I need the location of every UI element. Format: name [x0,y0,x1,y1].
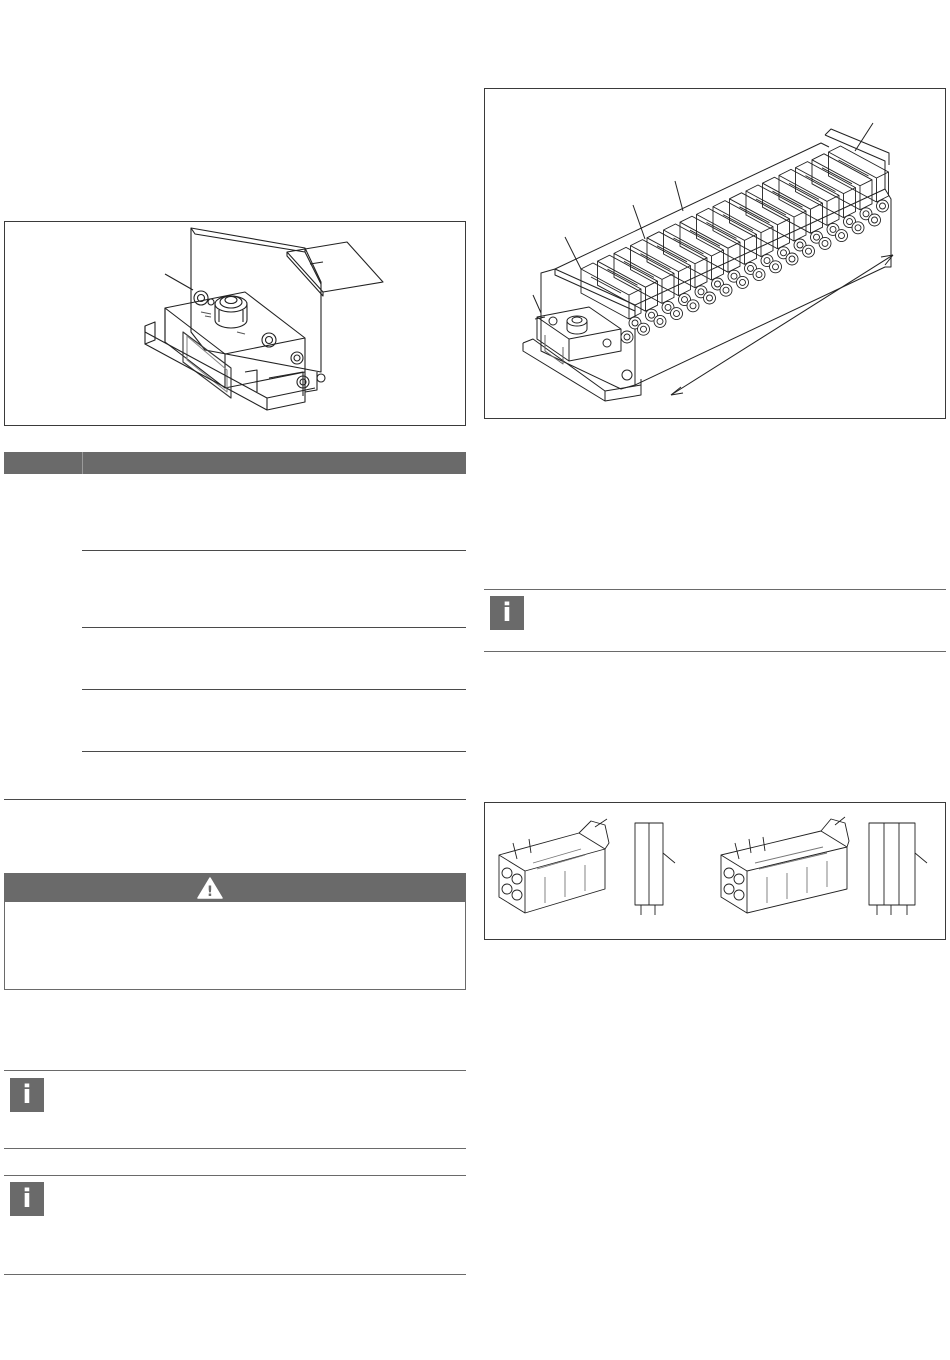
push-in-fittings [621,200,889,343]
figure-valve-manifold [484,88,946,419]
table-bottom-rule [4,799,466,800]
fitting-upper-bore [764,258,770,264]
fitting-lower-bore [855,225,861,231]
figure-sub-base-variants [484,802,946,940]
fitting-upper-bore [632,320,638,326]
warning-triangle-icon [196,876,224,900]
fitting-upper-bore [797,242,803,248]
fitting-upper-bore [715,281,721,287]
fitting-lower-bore [872,217,878,223]
note-top-rule [484,589,946,590]
fitting-lower-bore [773,264,779,270]
fitting-lower-bore [789,256,795,262]
table-row-divider [82,627,466,628]
info-icon: i [490,596,524,630]
fitting-lower-bore [822,240,828,246]
fitting-lower-bore [740,279,746,285]
fitting-lower-bore [674,311,680,317]
fitting-upper-bore [880,203,886,209]
end-plate-illustration [5,222,465,425]
note-bottom-rule [484,651,946,652]
fitting-upper-bore [863,211,869,217]
fitting-upper-bore [814,234,820,240]
fitting-lower-bore [657,318,663,324]
fitting-lower-bore [624,334,630,340]
fitting-lower-bore [641,326,647,332]
fitting-upper-bore [830,226,836,232]
info-icon: i [10,1182,44,1216]
fitting-lower-bore [756,272,762,278]
figure-end-plate [4,221,466,426]
table-row-divider [82,689,466,690]
fitting-upper-bore [847,219,853,225]
warning-header [5,874,465,902]
table-header-separator [82,452,83,474]
info-icon: i [10,1078,44,1112]
fitting-lower-bore [723,287,729,293]
fitting-lower-bore [839,233,845,239]
fitting-upper-bore [748,265,754,271]
fitting-upper-bore [731,273,737,279]
sub-base-variants-illustration [485,803,945,939]
fitting-lower-bore [806,248,812,254]
fitting-lower-bore [690,303,696,309]
note-bottom-rule [4,1274,466,1275]
table-row-divider [82,550,466,551]
fitting-upper-bore [682,297,688,303]
valve-manifold-illustration [485,89,945,418]
fitting-upper-bore [698,289,704,295]
svg-text:!: ! [206,884,214,900]
fitting-lower-bore [707,295,713,301]
table-row-divider [82,751,466,752]
fitting-upper-bore [665,304,671,310]
table-header-row [4,452,466,474]
fitting-upper-bore [781,250,787,256]
fitting-upper-bore [649,312,655,318]
note-bottom-rule [4,1148,466,1149]
note-top-rule [4,1175,466,1176]
note-top-rule [4,1070,466,1071]
warning-box [4,873,466,990]
